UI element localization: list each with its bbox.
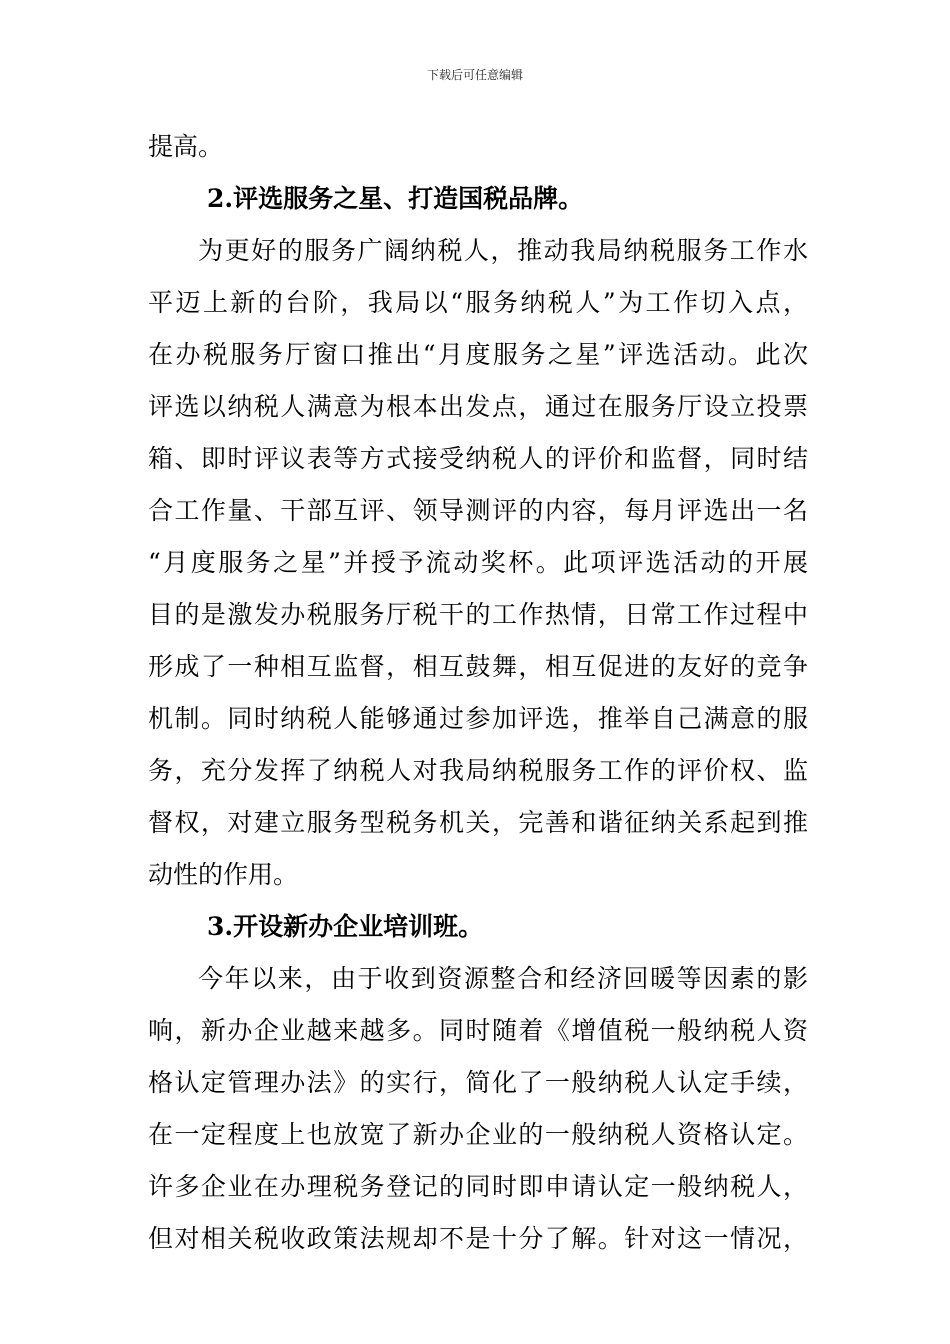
paragraph-line: 在一定程度上也放宽了新办企业的一般纳税人资格认定。 — [148, 1120, 808, 1149]
paragraph-line: 评选以纳税人满意为根本出发点，通过在服务厅设立投票 — [148, 392, 808, 421]
paragraph-line: 平迈上新的台阶，我局以“服务纳税人”为工作切入点， — [148, 288, 808, 317]
paragraph-line: 箱、即时评议表等方式接受纳税人的评价和监督，同时结 — [148, 444, 808, 473]
section-heading: 3.开设新办企业培训班。 — [207, 912, 484, 941]
paragraph-line: 督权，对建立服务型税务机关，完善和谐征纳关系起到推 — [148, 808, 808, 837]
paragraph-line: 提高。 — [148, 132, 224, 161]
paragraph-line: 务，充分发挥了纳税人对我局纳税服务工作的评价权、监 — [148, 756, 808, 785]
paragraph-line: 目的是激发办税服务厅税干的工作热情，日常工作过程中 — [148, 600, 808, 629]
paragraph-line: “月度服务之星”并授予流动奖杯。此项评选活动的开展 — [148, 548, 808, 577]
paragraph-line: 但对相关税收政策法规却不是十分了解。针对这一情况， — [148, 1224, 808, 1253]
paragraph-line: 合工作量、干部互评、领导测评的内容，每月评选出一名 — [148, 496, 808, 525]
paragraph-line: 在办税服务厅窗口推出“月度服务之星”评选活动。此次 — [148, 340, 808, 369]
paragraph-line: 响，新办企业越来越多。同时随着《增值税一般纳税人资 — [148, 1016, 808, 1045]
section-heading: 2.评选服务之星、打造国税品牌。 — [207, 184, 584, 213]
paragraph-line: 格认定管理办法》的实行，简化了一般纳税人认定手续， — [148, 1068, 808, 1097]
header-note: 下载后可任意编辑 — [426, 68, 523, 82]
paragraph-line: 形成了一种相互监督，相互鼓舞，相互促进的友好的竞争 — [148, 652, 808, 681]
paragraph-line: 动性的作用。 — [148, 860, 299, 889]
paragraph-line: 机制。同时纳税人能够通过参加评选，推举自己满意的服 — [148, 704, 808, 733]
paragraph-line: 今年以来，由于收到资源整合和经济回暖等因素的影 — [198, 964, 808, 993]
paragraph-line: 为更好的服务广阔纳税人，推动我局纳税服务工作水 — [198, 236, 808, 265]
paragraph-line: 许多企业在办理税务登记的同时即申请认定一般纳税人， — [148, 1172, 808, 1201]
